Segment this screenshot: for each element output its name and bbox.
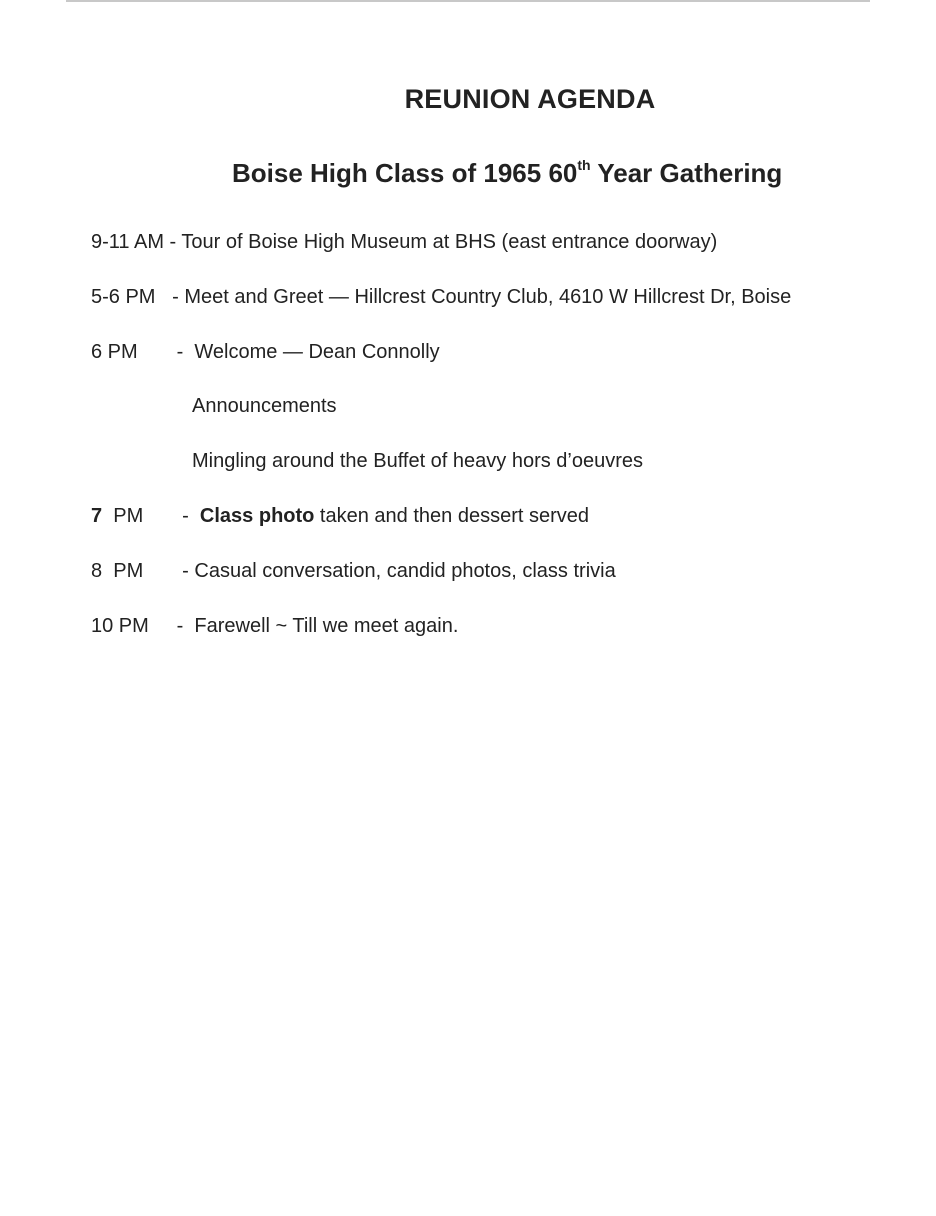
subtitle-main: Boise High Class of 1965 60 xyxy=(232,158,578,188)
agenda-time: 10 PM xyxy=(91,615,149,637)
agenda-separator: - xyxy=(155,286,185,308)
agenda-item-welcome xyxy=(91,339,440,365)
agenda-description: Casual conversation, candid photos, class trivia xyxy=(194,560,616,582)
agenda-subitem-announcements: Announcements xyxy=(192,395,337,417)
agenda-separator: - xyxy=(143,505,200,527)
document-subtitle xyxy=(232,156,832,190)
agenda-separator: - xyxy=(137,341,195,363)
agenda-item-museum-tour xyxy=(91,229,717,255)
agenda-time: 9-11 AM xyxy=(91,231,164,253)
agenda-time-number: 7 xyxy=(91,505,103,527)
agenda-description: Farewell ~ Till we meet again. xyxy=(194,615,459,637)
agenda-time: 5-6 PM xyxy=(91,286,156,308)
agenda-time-number: 8 xyxy=(91,560,103,582)
agenda-description: Welcome — Dean Connolly xyxy=(194,341,440,363)
document-title: REUNION AGENDA xyxy=(404,84,656,114)
agenda-separator: - xyxy=(164,231,182,253)
agenda-time: 6 PM xyxy=(91,341,138,363)
subtitle-superscript: th xyxy=(577,157,591,173)
agenda-item-meet-greet xyxy=(91,284,791,310)
agenda-time-unit: PM xyxy=(102,560,144,582)
agenda-item-class-photo xyxy=(91,503,589,529)
agenda-description-emphasis: Class photo xyxy=(199,505,315,527)
agenda-time-unit: PM xyxy=(102,505,144,527)
agenda-separator: - xyxy=(148,615,195,637)
agenda-description: taken and then dessert served xyxy=(314,505,589,527)
agenda-item-conversation xyxy=(91,558,616,584)
agenda-description: Tour of Boise High Museum at BHS (east entrance doorway) xyxy=(181,231,718,253)
agenda-separator: - xyxy=(143,560,195,582)
agenda-description: Meet and Greet — Hillcrest Country Club, 4610 W Hillcrest Dr, Boise xyxy=(184,286,792,308)
agenda-item-farewell xyxy=(91,613,458,639)
subtitle-rest: Year Gathering xyxy=(590,158,783,188)
top-divider xyxy=(66,0,870,2)
agenda-subitem-buffet: Mingling around the Buffet of heavy hors d’oeuvres xyxy=(192,450,644,472)
